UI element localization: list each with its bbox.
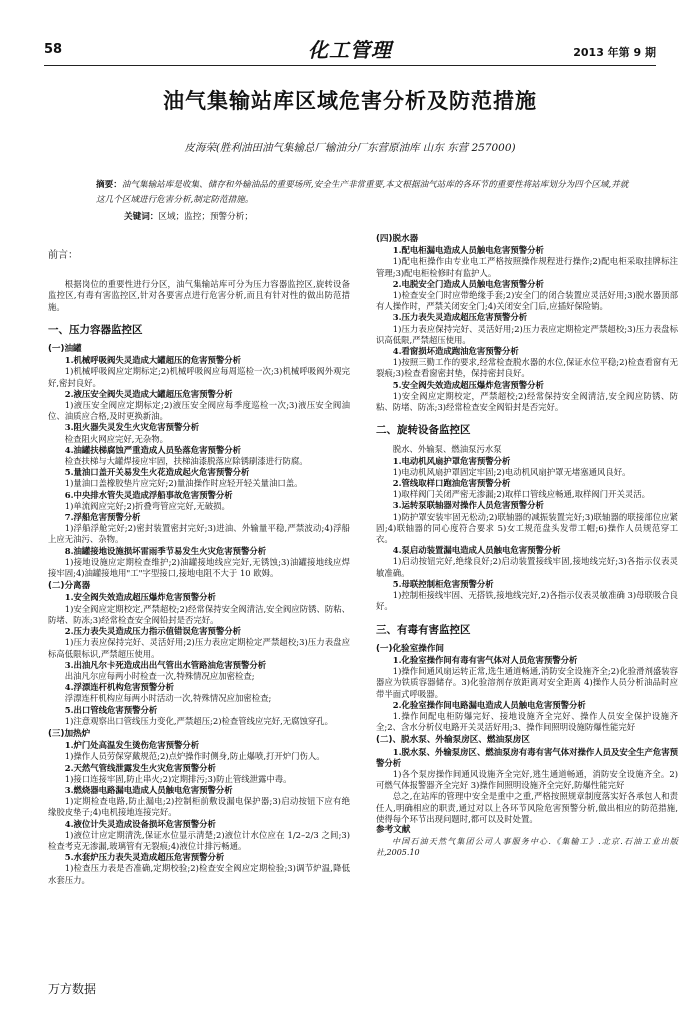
foreword-title: 前言： — [48, 250, 78, 261]
item-heading: 2.管线取样口跑油危害预警分析 — [392, 478, 511, 489]
item-list — [48, 740, 350, 886]
item-text: 1)控制柜接线牢固、无搭铁,接地线完好,2)各指示仪表灵敏准确 3)母联吸合良好。 — [376, 590, 678, 612]
item-list — [48, 592, 350, 726]
subsection-title: (二)、脱水泵、外输泵房区、燃油泵房区 — [376, 735, 530, 746]
item-text: 1)机械呼吸阀应定期标定;2)机械呼吸阀应每周巡检一次;3)机械呼吸阀外观完好,密封良好。 — [48, 366, 350, 388]
item-list — [376, 245, 678, 413]
item-text: 1)液位计应定期清洗,保证水位显示清楚;2)液位计水位应在 1/2–2/3 之间;3)检查考克无渗漏,玻璃管有无裂痕;4)液位计排污畅通。 — [48, 829, 350, 851]
keywords — [96, 210, 634, 225]
item-heading: 1.电动机风扇护罩危害预警分析 — [392, 455, 511, 466]
item-heading: 1.脱水泵、外输泵房区、燃油泵房有毒有害气体对操作人员及安全生产危害预警分析 — [376, 746, 678, 768]
item-text: 1)定期检查电路,防止漏电;2)控制柜前敷设漏电保护器;3)启动按钮下应有绝缘胶皮垫子;4)电机接地连接完好。 — [48, 796, 350, 818]
item-list — [376, 747, 678, 792]
item-heading: 4.泵启动装置漏电造成人员触电危害预警分析 — [392, 545, 561, 556]
item-text: 1)操作间通风扇运转正常,选生通道畅通,消防安全设施齐全;2)化验滑剂盛装容器应为铁质容器储存。3)化验溶剂存放距离对安全距离 4)操作人员分析油品时应带半面式呼吸器。 — [376, 666, 678, 699]
item-heading: 3.出油凡尔卡死造成出出气管出水管路油危害预警分析 — [64, 659, 267, 670]
item-text: 1)接地设施应定期检查维护;2)油罐接地线应完好,无锈蚀;3)油罐接地线应焊接牢固;4)油罐接地用"工"字型接口,接地电阻不大于 10 欧姆。 — [48, 556, 350, 579]
issue-info: 2013 年第 9 期 — [573, 46, 656, 59]
author-line: 皮海荣(胜利油田油气集输总厂输油分厂东营原油库 山东 东营 257000) — [184, 142, 516, 154]
item-heading: 4.浮漂连杆机构危害预警分析 — [64, 682, 175, 693]
item-heading: 5.量油口盖开关易发生火花造成起火危害预警分析 — [64, 467, 250, 478]
item-text: 1)接口连接牢固,防止串火;2)定期排污;3)防止管线泄露中毒。 — [64, 773, 292, 784]
footer-watermark: 万方数据 — [48, 982, 97, 996]
article-title: 油气集输站库区域危害分析及防范措施 — [163, 89, 537, 113]
item-text: 1)量油口盖橡胶垫片应完好;2)量油操作时应轻开轻关量油口盖。 — [64, 478, 303, 489]
subsection-title: (一)油罐 — [48, 344, 82, 355]
item-heading: 5.母联控制柜危害预警分析 — [392, 578, 494, 589]
item-heading: 5.水套炉压力表失灵造成超压危害预警分析 — [64, 852, 225, 863]
item-text: 1)按照三勤工作的要求,经常检查脱水器的水位,保证水位平稳;2)检查看窗有无裂痕;3)检查看窗密封垫，保持密封良好。 — [376, 357, 678, 379]
item-heading: 1.配电柜漏电造成人员触电危害预警分析 — [392, 245, 544, 256]
item-heading: 6.中央排水管失灵造成浮船事故危害预警分析 — [64, 489, 233, 500]
item-text: 1)启动按钮完好,绝缘良好;2)启动装置接线牢固,接地线完好;3)各指示仪表灵敏准确。 — [376, 556, 678, 578]
conclusion: 总之,在站库的管理中安全是重中之重,严格按照规章制度落实好各承包人和责任人,明确相应的职责,通过对以上各环节风险危害预警分析,做出相应的防范措施,使得每个环节出现问题时,都可以及时处置。 — [376, 791, 678, 824]
item-text: 1)单流阀应完好;2)折叠弯管应完好,无破损。 — [64, 500, 230, 511]
item-heading: 2.天然气管线泄露发生火灾危害预警分析 — [64, 762, 216, 773]
item-text: 1)操作人员劳保穿戴规范;2)点炉操作时侧身,防止爆喷,打开炉门伤人。 — [64, 751, 325, 762]
item-text: 1)各个泵房操作间通风设施齐全完好,逃生通道畅通，消防安全设施齐全。2)可燃气体报警器齐全完好 3)操作间照明设施齐全完好,防爆性能完好 — [376, 768, 678, 791]
subsection-title: (一)化验室操作间 — [376, 643, 445, 654]
item-heading: 2.压力表失灵造成压力指示值错误危害预警分析 — [64, 626, 242, 637]
item-text: 1)压力表应保持完好、灵活好用;2)压力表应定期检定严禁超校;3)压力表盘应标高低限标识,严禁超压使用。 — [48, 637, 350, 659]
item-heading: 4.油罐扶梯腐蚀严重造成人员坠落危害预警分析 — [64, 444, 242, 455]
item-text: 1)浮船浮舱完好;2)密封装置密封完好;3)进油、外输量平稳,严禁波动;4)浮船上应无油污、杂物。 — [48, 523, 350, 545]
section-title: 二、旋转设备监控区 — [376, 424, 471, 437]
abstract-text: 油气集输站库是收集、储存和外输油品的重要场所,安全生产非常重要,本文根据油气站库的各环节的重要性将站库划分为四个区域,并就这几个区域进行危害分析,制定防范措施。 — [96, 180, 629, 205]
abstract-label: 摘要： — [96, 180, 122, 190]
page-number: 58 — [44, 42, 63, 57]
item-heading: 4.看窗损坏造成跑油危害预警分析 — [392, 346, 519, 357]
item-text: 1)压力表应保持完好、灵活好用;2)压力表应定期检定严禁超校;3)压力表盘标识高低限,严禁超压使用。 — [376, 323, 678, 345]
item-text: 1)检查压力表是否准确,定期校验;2)检查安全阀应定期检验;3)调节炉温,降低水套压力。 — [48, 863, 350, 885]
abstract — [96, 178, 634, 225]
left-column — [48, 236, 350, 886]
keywords-text: 区域；监控；预警分析； — [158, 212, 253, 222]
subsection-title: (二)分离器 — [48, 581, 91, 592]
item-list — [48, 355, 350, 579]
item-heading: 5.安全阀失效造成超压爆炸危害预警分析 — [392, 379, 544, 390]
item-heading: 5.出口管线危害预警分析 — [64, 704, 158, 715]
item-heading: 1.化验室操作间有毒有害气体对人员危害预警分析 — [392, 654, 578, 665]
page-header — [44, 34, 656, 66]
item-heading: 3.运转泵联轴器对操作人员危害预警分析 — [392, 500, 544, 511]
item-heading: 1.安全阀失效造成超压爆炸危害预警分析 — [64, 592, 216, 603]
reference-entry: 中国石油天然气集团公司人事服务中心.《集输工》.北京.石油工业出版社,2005.10 — [376, 837, 678, 858]
item-text: 1.操作间配电柜防爆完好、接地设施齐全完好、操作人员安全保护设施齐全;2、含水分析仪电路开关灵活好用;3、操作间照明设施防爆性能完好 — [376, 710, 678, 733]
item-heading: 8.油罐接地设施损坏雷雨季节易发生火灾危害预警分析 — [64, 545, 267, 556]
item-text: 检查扶梯与大罐焊接应牢固，扶梯油漆脱落应除锈刷漆进行防腐。 — [64, 456, 308, 467]
item-text: 1)安全阀应定期校定,严禁超校;2)经常保持安全阀清洁,安全阀应防锈、防粘、防堵、防冻;3)经常检查安全阀铅封是否完好。 — [48, 603, 350, 625]
references-label: 参考文献 — [376, 824, 411, 835]
item-text: 1)检查安全门时应带绝缘手套;2)安全门的闭合装置应灵活好用;3)脱水器顶部有人操作时，严禁关闭安全门;4)关闭安全门后,应插好保险销。 — [376, 290, 678, 312]
journal-logo: 化工管理 — [308, 38, 392, 62]
item-heading: 2.电脱安全门造成人员触电危害预警分析 — [392, 278, 544, 289]
item-heading: 2.化验室操作间电路漏电造成人员触电危害预警分析 — [392, 699, 586, 710]
section-title: 三、有毒有害监控区 — [376, 623, 471, 636]
item-heading: 1.炉门处高温发生烫伤危害预警分析 — [64, 740, 200, 751]
keywords-label: 关键词： — [124, 212, 159, 222]
item-list — [376, 655, 678, 733]
item-text: 1)防护罩安装牢固无松动;2)联轴器的减振装置完好;3)联轴器的联接部位应紧固;4)联轴器的同心度符合要求 5)女工规范盘头发带工帽;6)操作人员规范穿工衣。 — [376, 511, 678, 545]
section-title: 一、压力容器监控区 — [48, 323, 143, 336]
item-text: 1)安全阀应定期校定，严禁超校;2)经常保持安全阀清洁,安全阀应防锈、防粘、防堵、防冻;3)经常检查安全阀铅封是否完好。 — [376, 390, 678, 413]
item-heading: 3.压力表失灵造成超压危害预警分析 — [392, 312, 528, 323]
item-text: 出油凡尔应每两小时检查一次,特殊情况应加密检查; — [64, 670, 255, 681]
subsection-title: (三)加热炉 — [48, 728, 91, 739]
item-text: 1)注意观察出口管线压力变化,严禁超压;2)检查管线应完好,无腐蚀穿孔。 — [64, 715, 334, 726]
right-column — [376, 232, 678, 859]
item-text: 1)电动机风扇护罩固定牢固;2)电动机风扇护罩无堵塞通风良好。 — [392, 466, 631, 477]
item-text: 浮漂连杆机构应每两小时活动一次,特殊情况应加密检查; — [64, 693, 272, 704]
item-heading: 1.机械呼吸阀失灵造成大罐超压的危害预警分析 — [64, 355, 242, 366]
item-heading: 3.燃烧器电路漏电造成人员触电危害预警分析 — [64, 784, 233, 795]
item-heading: 3.阻火器失灵发生火灾危害预警分析 — [64, 422, 200, 433]
item-heading: 4.液位计失灵造成设备损坏危害预警分析 — [64, 818, 216, 829]
item-heading: 7.浮船危害预警分析 — [64, 512, 141, 523]
item-text: 检查阻火网应完好,无杂物。 — [64, 433, 168, 444]
item-text: 1)液压安全阀应定期标定;2)液压安全阀应每季度巡检一次;3)液压安全阀油位、油质应合格,及时更换新油。 — [48, 400, 350, 422]
foreword-text: 根据岗位的重要性进行分区，油气集输站库可分为压力容器监控区,旋转设备监控区,有毒有害监控区,针对各要害点进行危害分析,而且有针对性的做出防范措施。 — [48, 279, 350, 312]
item-text: 1)配电柜操作由专业电工严格按照操作规程进行操作;2)配电柜采取挂牌标注管理;3)配电柜检修时有监护人。 — [376, 256, 678, 278]
item-heading: 2.液压安全阀失灵造成大罐超压危害预警分析 — [64, 388, 233, 399]
section-intro: 脱水、外输泵、燃油泵污水泵 — [392, 444, 502, 455]
item-text: 1)取样阀门关闭严密无渗漏;2)取样口管线应畅通,取样阀门开关灵活。 — [392, 489, 650, 500]
subsection-title: (四)脱水器 — [376, 234, 419, 244]
item-list — [376, 456, 678, 613]
